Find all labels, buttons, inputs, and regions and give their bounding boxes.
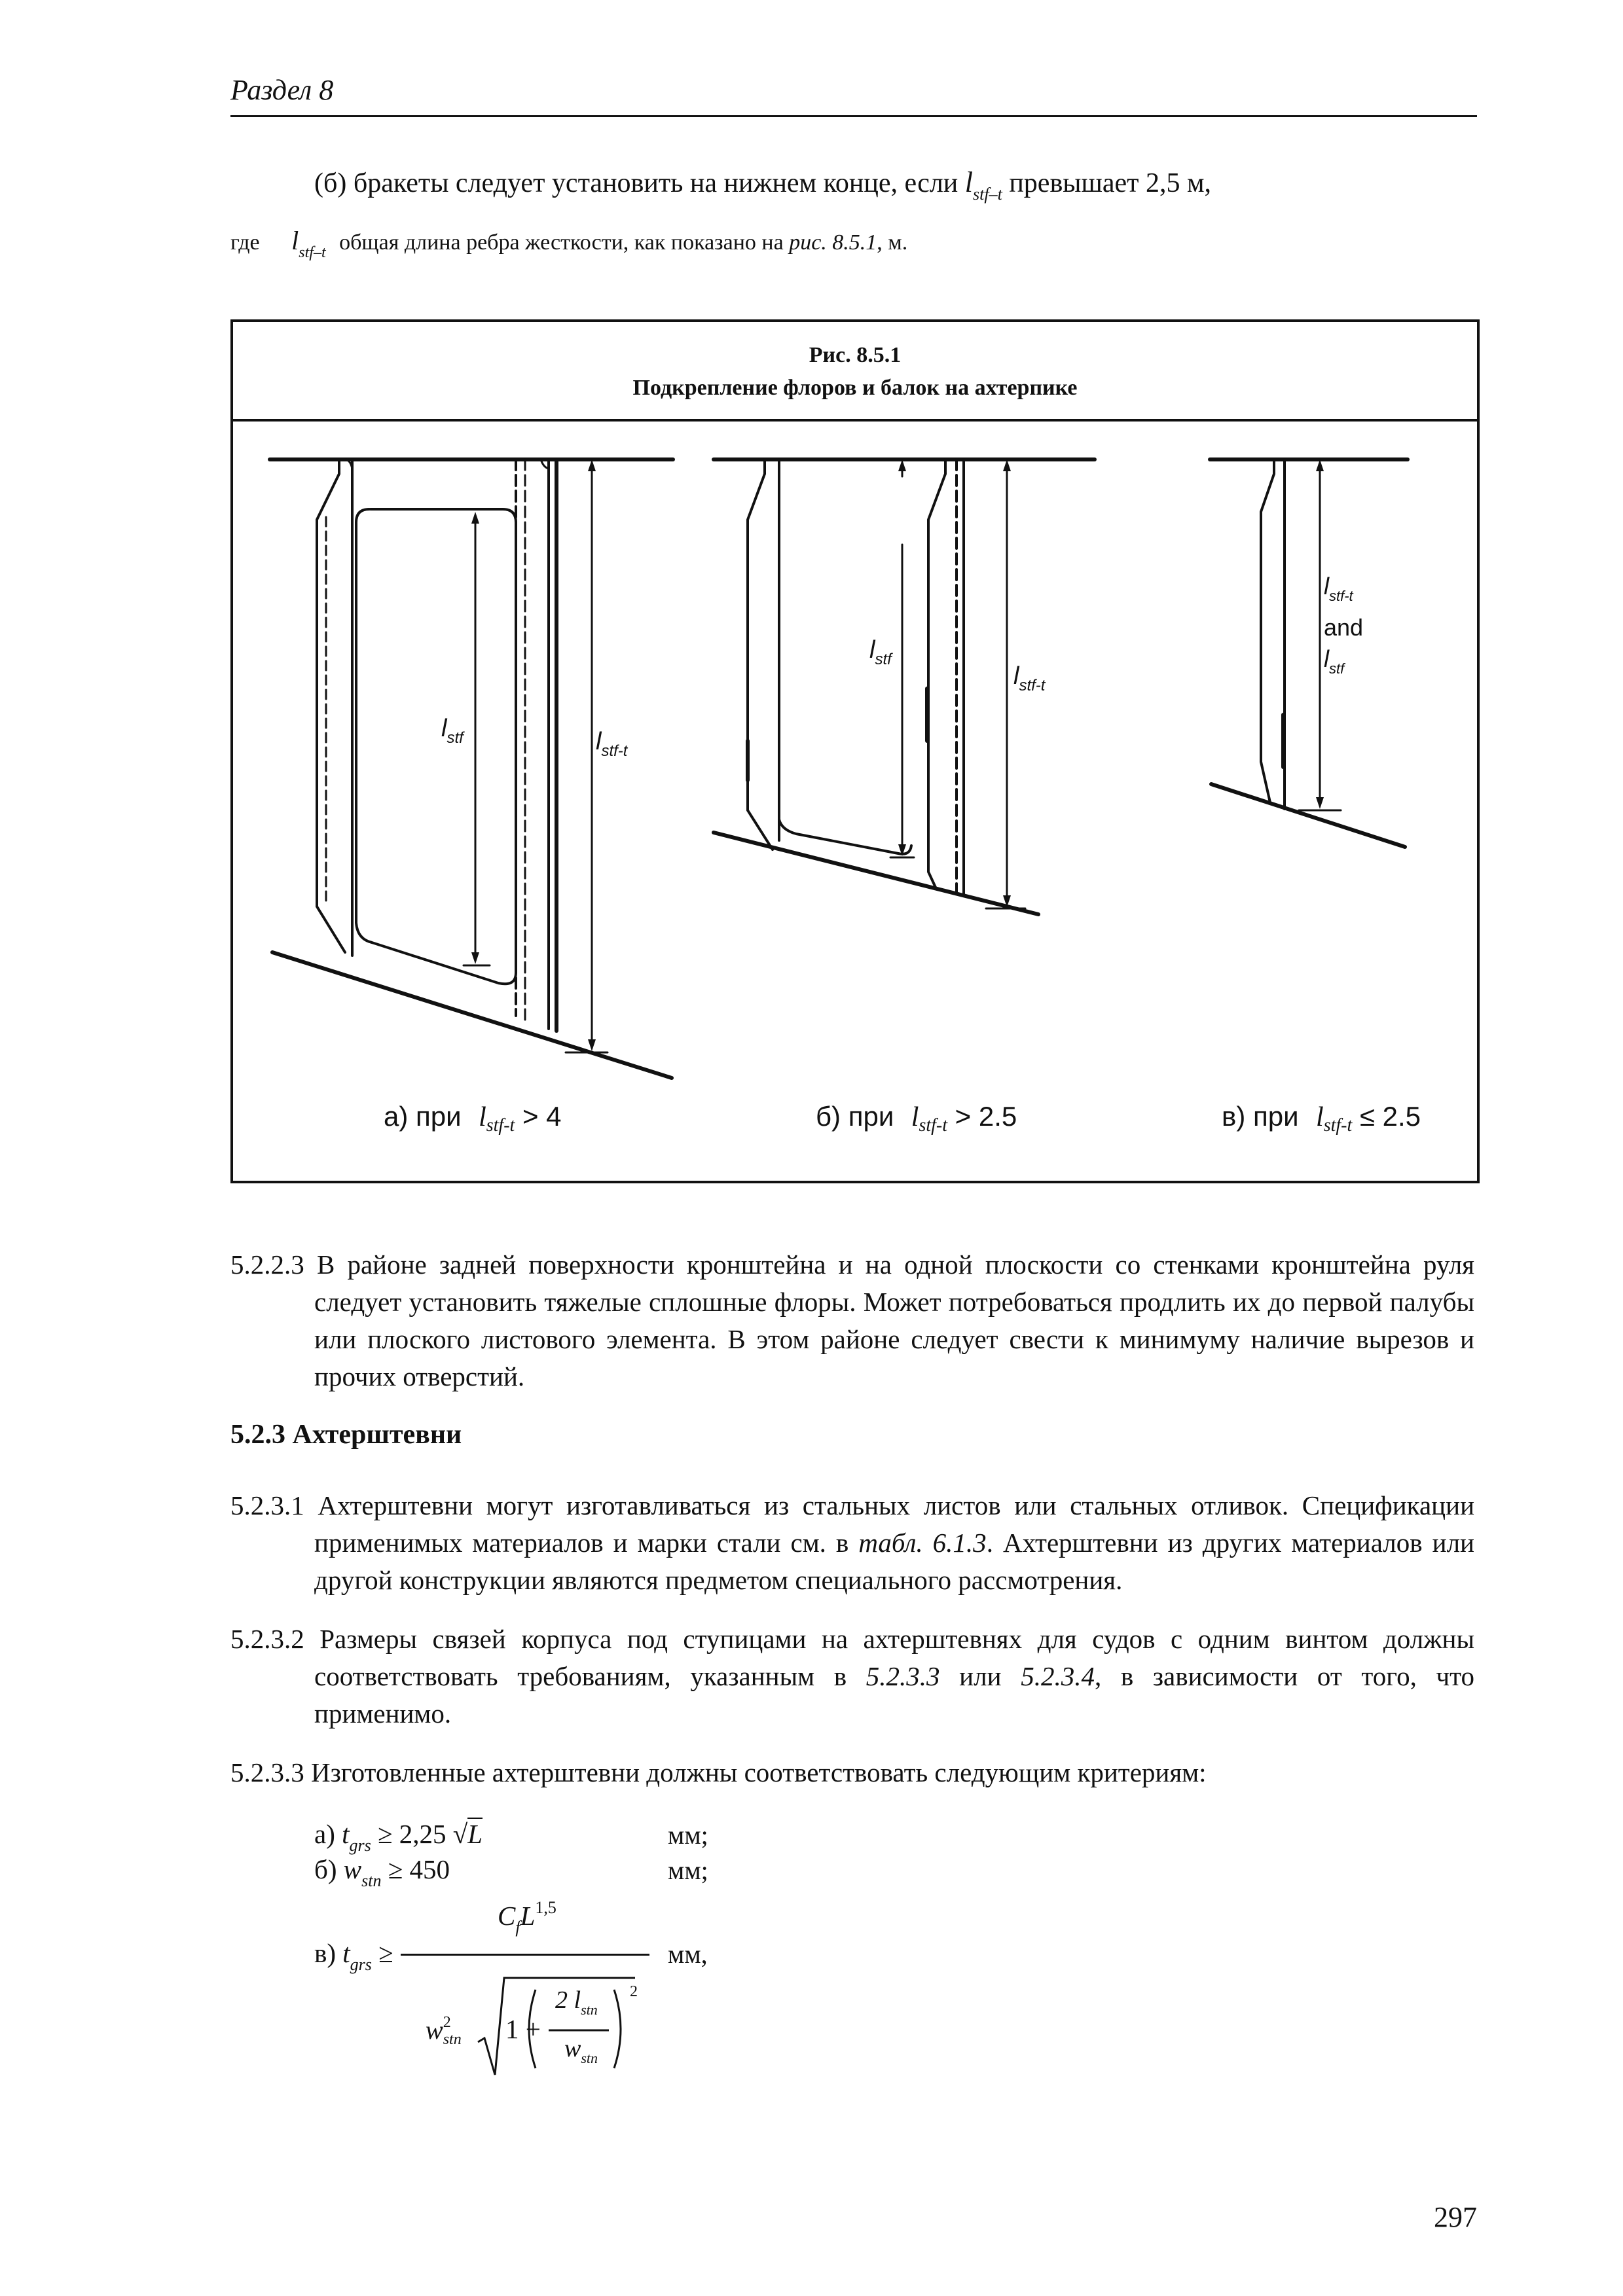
where-prefix: где [230, 230, 260, 255]
para-5233 [230, 1754, 1474, 1791]
figure-drawing [233, 322, 1477, 1181]
intro-item-b [314, 164, 1427, 213]
criterion-c-den-pow: 2 [630, 1983, 638, 2000]
where-sub: stf–t [299, 244, 326, 261]
para-5231-text2: . Ахтерштевни из других материалов или другой конструкции являются предметом специального рассмотрения. [314, 1528, 1474, 1595]
criterion-a-unit: мм; [668, 1820, 708, 1850]
intro-item-b-sub: stf–t [973, 185, 1002, 204]
panel-c-dim1: $l_{stf-t}$ [1324, 573, 1353, 604]
para-5223-num: 5.2.2.3 [230, 1249, 304, 1280]
where-clause [230, 224, 1409, 269]
criterion-c-den-w2: $w_{stn}$ [564, 2035, 598, 2066]
intro-item-b-suffix: превышает 2,5 м, [1002, 168, 1212, 198]
para-5231-ref: табл. 6.1.3 [858, 1528, 987, 1558]
intro-item-b-var: l [964, 166, 974, 198]
panel-b-dim-outer: $l_{stf-t}$ [1013, 662, 1046, 694]
para-5233-num: 5.2.3.3 [230, 1757, 304, 1787]
criterion-c-den-2l: 2 $l_{stn}$ [555, 1986, 598, 2018]
para-5232-ref2: 5.2.3.4 [1021, 1661, 1095, 1691]
page-number: 297 [1434, 2201, 1477, 2233]
para-5233-text: Изготовленные ахтерштевни должны соответствовать следующим критериям: [311, 1757, 1207, 1787]
criterion-c: в) $t_{grs}$ ≥ [314, 1938, 393, 1974]
panel-c-dim2: $l_{stf}$ [1324, 645, 1345, 677]
where-var: l [291, 226, 299, 255]
criterion-c-den-w: $w^2_{stn}$ [426, 2014, 462, 2048]
para-5223 [230, 1246, 1474, 1395]
panel-c-dim-labels [1324, 571, 1363, 685]
para-5232-ref1: 5.2.3.3 [866, 1661, 940, 1691]
where-suffix: , м. [877, 230, 908, 255]
figure-title: Подкрепление флоров и балок на ахтерпике [632, 376, 1078, 400]
figure-box [230, 319, 1480, 1183]
panel-c-caption: в) при lstf-t ≤ 2.5 [1222, 1101, 1421, 1136]
panel-a-drawing [270, 459, 673, 1078]
criterion-c-den-one: 1 + [505, 2014, 541, 2044]
panel-b-caption: б) при lstf-t > 2.5 [816, 1101, 1017, 1136]
where-text: общая длина ребра жесткости, как показано на [339, 230, 790, 255]
criterion-c-fraction-bar [401, 1954, 649, 1956]
panel-a-dim-inner: $l_{stf}$ [441, 715, 464, 747]
para-5223-text: В районе задней поверхности кронштейна и на одной плоскости со стенками кронштейна руля следует установить тяжелые сплошные флоры. Может потребоваться продлить их до первой палубы или плоского листового элемента. В этом районе следует свести к минимуму наличие вырезов и прочих отверстий. [314, 1249, 1475, 1391]
intro-item-b-text: (б) бракеты следует установить на нижнем конце, если [314, 168, 965, 198]
heading-523: 5.2.3 Ахтерштевни [230, 1420, 462, 1450]
criterion-b-unit: мм; [668, 1856, 708, 1885]
para-5231 [230, 1487, 1474, 1599]
figure-number: Рис. 8.5.1 [809, 343, 902, 367]
panel-c-and: and [1324, 614, 1364, 641]
panel-a-dim-outer: $l_{stf-t}$ [596, 728, 628, 760]
section-header: Раздел 8 [230, 74, 334, 106]
criterion-c-numerator: $C_fL^{1,5}$ [498, 1898, 556, 1937]
panel-b-dim-inner: $l_{stf}$ [869, 636, 892, 668]
para-5232 [230, 1621, 1474, 1732]
header-rule [230, 115, 1477, 117]
para-5231-text1: Ахтерштевни могут изготавливаться из стальных листов или стальных отливок. Спецификации применимых материалов и марки стали см. в [314, 1490, 1475, 1558]
criterion-c-unit: мм, [668, 1939, 708, 1969]
where-ref: рис. 8.5.1 [789, 230, 877, 255]
para-5231-num: 5.2.3.1 [230, 1490, 304, 1520]
para-5232-mid: или [939, 1661, 1021, 1691]
para-5232-text1: Размеры связей корпуса под ступицами на ахтерштевнях для судов с одним винтом должны соответствовать требованиям, указанным в [314, 1624, 1474, 1691]
para-5232-num: 5.2.3.2 [230, 1624, 304, 1654]
panel-a-caption: а) при lstf-t > 4 [384, 1101, 562, 1136]
para-5232-text2: , в зависимости от того, что применимо. [314, 1661, 1474, 1729]
panel-c-drawing [1210, 459, 1408, 847]
criterion-b: б) $w_{stn} \ge 450$ [314, 1854, 450, 1890]
criterion-a: а) $t_{grs} \ge 2,25$ √L [314, 1819, 483, 1855]
